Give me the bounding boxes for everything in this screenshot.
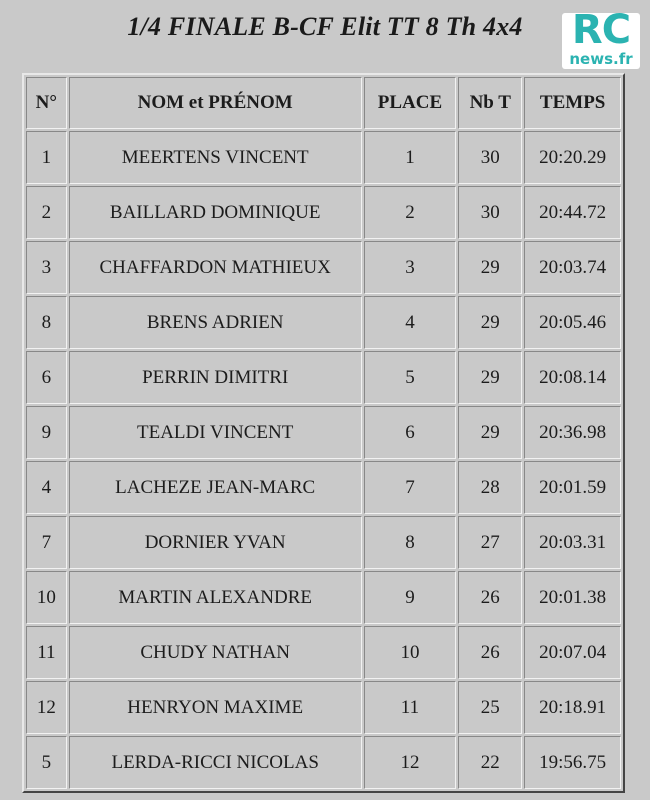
cell-number: 3	[26, 241, 67, 294]
cell-time: 20:05.46	[524, 296, 621, 349]
cell-place: 7	[364, 461, 457, 514]
cell-laps: 29	[458, 241, 522, 294]
cell-number: 7	[26, 516, 67, 569]
rcnews-logo	[562, 7, 640, 69]
cell-place: 12	[364, 736, 457, 789]
cell-name: DORNIER YVAN	[69, 516, 362, 569]
cell-time: 20:44.72	[524, 186, 621, 239]
header-name: NOM et PRÉNOM	[69, 77, 362, 129]
cell-laps: 30	[458, 186, 522, 239]
cell-laps: 27	[458, 516, 522, 569]
cell-name: CHAFFARDON MATHIEUX	[69, 241, 362, 294]
cell-name: CHUDY NATHAN	[69, 626, 362, 679]
cell-number: 6	[26, 351, 67, 404]
header-place: PLACE	[364, 77, 457, 129]
cell-time: 20:36.98	[524, 406, 621, 459]
cell-place: 4	[364, 296, 457, 349]
cell-time: 19:56.75	[524, 736, 621, 789]
cell-place: 6	[364, 406, 457, 459]
table-row	[26, 681, 621, 734]
cell-laps: 26	[458, 571, 522, 624]
cell-place: 11	[364, 681, 457, 734]
cell-name: BAILLARD DOMINIQUE	[69, 186, 362, 239]
cell-name: PERRIN DIMITRI	[69, 351, 362, 404]
table-row	[26, 241, 621, 294]
cell-name: LERDA-RICCI NICOLAS	[69, 736, 362, 789]
table-row	[26, 461, 621, 514]
cell-number: 8	[26, 296, 67, 349]
cell-place: 8	[364, 516, 457, 569]
results-table-container	[22, 73, 625, 793]
cell-laps: 25	[458, 681, 522, 734]
cell-name: MEERTENS VINCENT	[69, 131, 362, 184]
cell-laps: 29	[458, 351, 522, 404]
table-row	[26, 571, 621, 624]
cell-time: 20:01.38	[524, 571, 621, 624]
cell-laps: 22	[458, 736, 522, 789]
results-table	[22, 73, 625, 793]
cell-laps: 29	[458, 296, 522, 349]
cell-laps: 26	[458, 626, 522, 679]
table-row	[26, 406, 621, 459]
header-number: N°	[26, 77, 67, 129]
cell-time: 20:20.29	[524, 131, 621, 184]
cell-laps: 30	[458, 131, 522, 184]
results-body	[26, 131, 621, 789]
cell-place: 5	[364, 351, 457, 404]
cell-number: 2	[26, 186, 67, 239]
cell-laps: 28	[458, 461, 522, 514]
table-row	[26, 296, 621, 349]
header-laps: Nb T	[458, 77, 522, 129]
header-row	[26, 77, 621, 129]
cell-time: 20:08.14	[524, 351, 621, 404]
cell-number: 4	[26, 461, 67, 514]
cell-laps: 29	[458, 406, 522, 459]
cell-time: 20:03.74	[524, 241, 621, 294]
table-row	[26, 131, 621, 184]
cell-number: 9	[26, 406, 67, 459]
table-row	[26, 736, 621, 789]
page-title: 1/4 FINALE B-CF Elit TT 8 Th 4x4	[127, 12, 523, 41]
cell-name: HENRYON MAXIME	[69, 681, 362, 734]
cell-name: LACHEZE JEAN-MARC	[69, 461, 362, 514]
cell-number: 1	[26, 131, 67, 184]
cell-time: 20:07.04	[524, 626, 621, 679]
cell-number: 12	[26, 681, 67, 734]
cell-time: 20:03.31	[524, 516, 621, 569]
cell-name: TEALDI VINCENT	[69, 406, 362, 459]
cell-name: MARTIN ALEXANDRE	[69, 571, 362, 624]
cell-time: 20:18.91	[524, 681, 621, 734]
cell-number: 10	[26, 571, 67, 624]
cell-place: 10	[364, 626, 457, 679]
table-row	[26, 516, 621, 569]
table-row	[26, 186, 621, 239]
cell-number: 11	[26, 626, 67, 679]
cell-place: 1	[364, 131, 457, 184]
logo-sub-text: news.fr	[569, 50, 633, 68]
header-time: TEMPS	[524, 77, 621, 129]
logo-main-text: RC	[571, 7, 631, 53]
cell-place: 2	[364, 186, 457, 239]
cell-time: 20:01.59	[524, 461, 621, 514]
table-row	[26, 351, 621, 404]
cell-place: 9	[364, 571, 457, 624]
cell-number: 5	[26, 736, 67, 789]
cell-name: BRENS ADRIEN	[69, 296, 362, 349]
table-row	[26, 626, 621, 679]
cell-place: 3	[364, 241, 457, 294]
